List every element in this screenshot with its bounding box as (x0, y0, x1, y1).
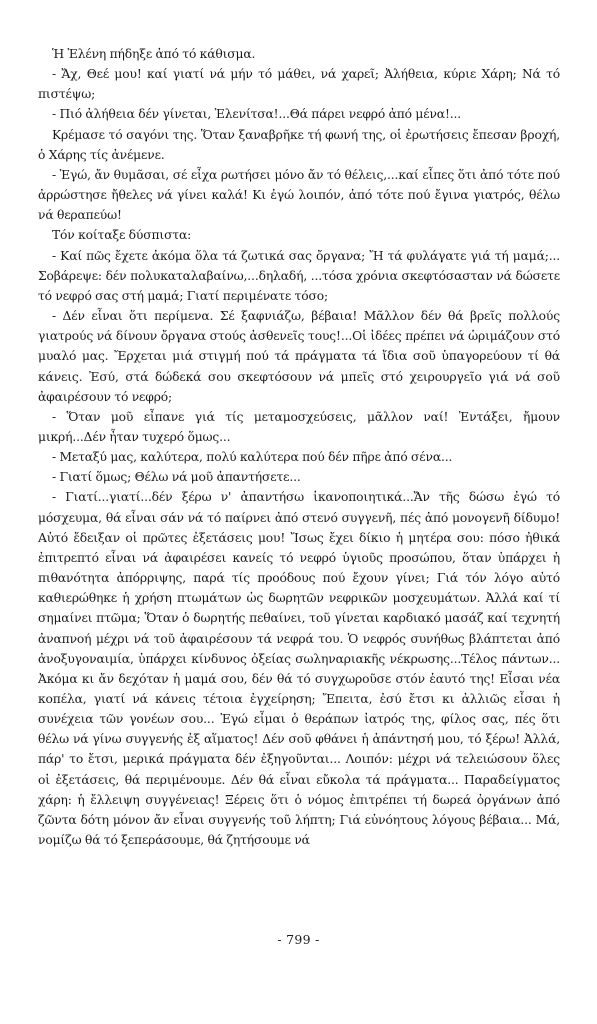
paragraph-4: Κρέμασε τό σαγόνι της. Ὅταν ξαναβρῆκε τή φωνή της, οἱ ἐρωτήσεις ἔπεσαν βροχή, ὁ Χάρης τίς ἀνέμενε. (38, 127, 560, 162)
page-body (38, 44, 560, 850)
paragraph-5: - Ἐγώ, ἄν θυμᾶσαι, σέ εἶχα ρωτήσει μόνο ἄν τό θέλεις,...καί εἶπες ὅτι ἀπό τότε πού ἀρρώστησε ἤθελες νά γίνει καλά! Κι ἐγώ λοιπόν, ἀπό τότε πού ἔγινα γιατρός, θέλω νά θεραπεύω! (38, 167, 560, 223)
paragraph-9: - Ὅταν μοῦ εἶπανε γιά τίς μεταμοσχεύσεις, μᾶλλον ναί! Ἐντάξει, ἤμουν μικρή...Δέν ἦταν τυχερό ὅμως... (38, 409, 560, 444)
paragraph-2: - Ἄχ, Θεέ μου! καί γιατί νά μήν τό μάθει, νά χαρεῖ; Ἀλήθεια, κύριε Χάρη; Νά τό πιστέψω; (38, 67, 560, 102)
paragraph-11: - Γιατί ὅμως; Θέλω νά μοῦ ἀπαντήσετε... (52, 470, 301, 485)
page-number: - 799 - (277, 932, 320, 947)
paragraph-7: - Καί πῶς ἔχετε ἀκόμα ὅλα τά ζωτικά σας ὄργανα; Ἤ τά φυλάγατε γιά τή μαμά;... Σοβάρεψε: δέν πολυκαταλαβαίνω,...δηλαδή, ...τόσα χρόνια σκεφτόσασταν νά δώσετε τό νεφρό σας στή μαμά; Γιατί περιμένατε τόσο; (38, 248, 560, 303)
paragraph-8: - Δέν εἶναι ὅτι περίμενα. Σέ ξαφνιάζω, βέβαια! Μᾶλλον δέν θά βρεῖς πολλούς γιατρούς νά δίνουν ὄργανα στούς ἀσθενεῖς τους!...Οἱ ἰδέες πρέπει νά ὡριμάζουν στό μυαλό μας. Ἔρχεται μιά στιγμή πού τά πράγματα τά ἴδια σοῦ ὑπαγορεύουν τί θά κάνεις. Ἐσύ, στά δώδεκά σου σκεφτόσουν νά μπεῖς στό χειρουργεῖο γιά νά σοῦ ἀφαιρέσουν τό νεφρό; (38, 309, 560, 404)
paragraph-10: - Μεταξύ μας, καλύτερα, πολύ καλύτερα πού δέν πῆρε ἀπό σένα... (52, 450, 453, 465)
paragraph-1: Ἡ Ἑλένη πήδηξε ἀπό τό κάθισμα. (52, 47, 256, 61)
paragraph-12: - Γιατί...γιατί...δέν ξέρω ν' ἀπαντήσω ἱκανοποιητικά...Ἄν τῆς δώσω ἐγώ τό μόσχευμα, θά εἶναι σάν νά τό παίρνει ἀπό στενό συγγενῆ, πές ἀπό μονογενῆ δίδυμο! Αὐτό ἔδειξαν οἱ πρῶτες ἐξετάσεις μου! Ἴσως ἔχει δίκιο ἡ μητέρα σου: πόσο ἠθικά ἐπιτρεπτό εἶναι νά ἀφαιρέσει κανείς τό νεφρό ὑγιοῦς προσώπου, ὅταν ὑπάρχει ἡ πιθανότητα ἀπόρριψης, παρά τίς προόδους πού ἔχουν γίνει; Γιά τόν λόγο αὐτό καθιερώθηκε ἡ χρήση πτωμάτων ὡς δωρητῶν νεφρικῶν μοσχευμάτων. Ἀλλά καί τί σημαίνει πτῶμα; Ὅταν ὁ δωρητής πεθαίνει, τοῦ γίνεται καρδιακό μασάζ καί τεχνητή ἀναπνοή μέχρι νά τοῦ ἀφαιρέσουν τά νεφρά του. Ὁ νεφρός συνήθως βλάπτεται ἀπό ἀνοξυγοναιμία, ὑπάρχει κίνδυνος ὀξείας σωληναριακῆς νέκρωσης...Τέλος πάντων... Ἀκόμα κι ἄν δεχόταν ἡ μαμά σου, δέν θά τό συγχωροῦσε στόν ἑαυτό της! Εἶσαι νέα κοπέλα, γιατί νά κάνεις τέτοια ἐγχείρηση; Ἔπειτα, ἐσύ ἔτσι κι ἀλλιῶς εἶσαι ἡ συνέχεια τῶν γονέων σου... Ἐγώ εἶμαι ὁ θεράπων ἰατρός της, φίλος σας, πές ὅτι θέλω νά γίνω συγγενής ἐξ αἵματος! Δέν σοῦ φθάνει ἡ ἀπάντησή μου, τό ξέρω! Ἀλλά, πάρ' το ἔτσι, μερικά πράγματα δέν ἐξηγοῦνται... Λοιπόν: μέχρι νά τελειώσουν ὅλες οἱ ἐξετάσεις, θά περιμένουμε. Δέν θά εἶναι εὔκολα τά πράγματα... Παραδείγματος χάρη: ἡ ἔλλειψη συγγένειας! Ξέρεις ὅτι ὁ νόμος ἐπιτρέπει τή δωρεά ὀργάνων ἀπό ζῶντα δότη μόνον ἄν εἶναι συγγενής τοῦ λήπτη; Γιά εὐνόητους λόγους βέβαια... Μά, νομίζω θά τό ξεπεράσουμε, θά ζητήσουμε νά (38, 490, 560, 848)
paragraph-6: Τόν κοίταξε δύσπιστα: (52, 228, 192, 243)
paragraph-3: - Πιό ἀλήθεια δέν γίνεται, Ἑλενίτσα!...Θά πάρει νεφρό ἀπό μένα!... (52, 107, 462, 122)
